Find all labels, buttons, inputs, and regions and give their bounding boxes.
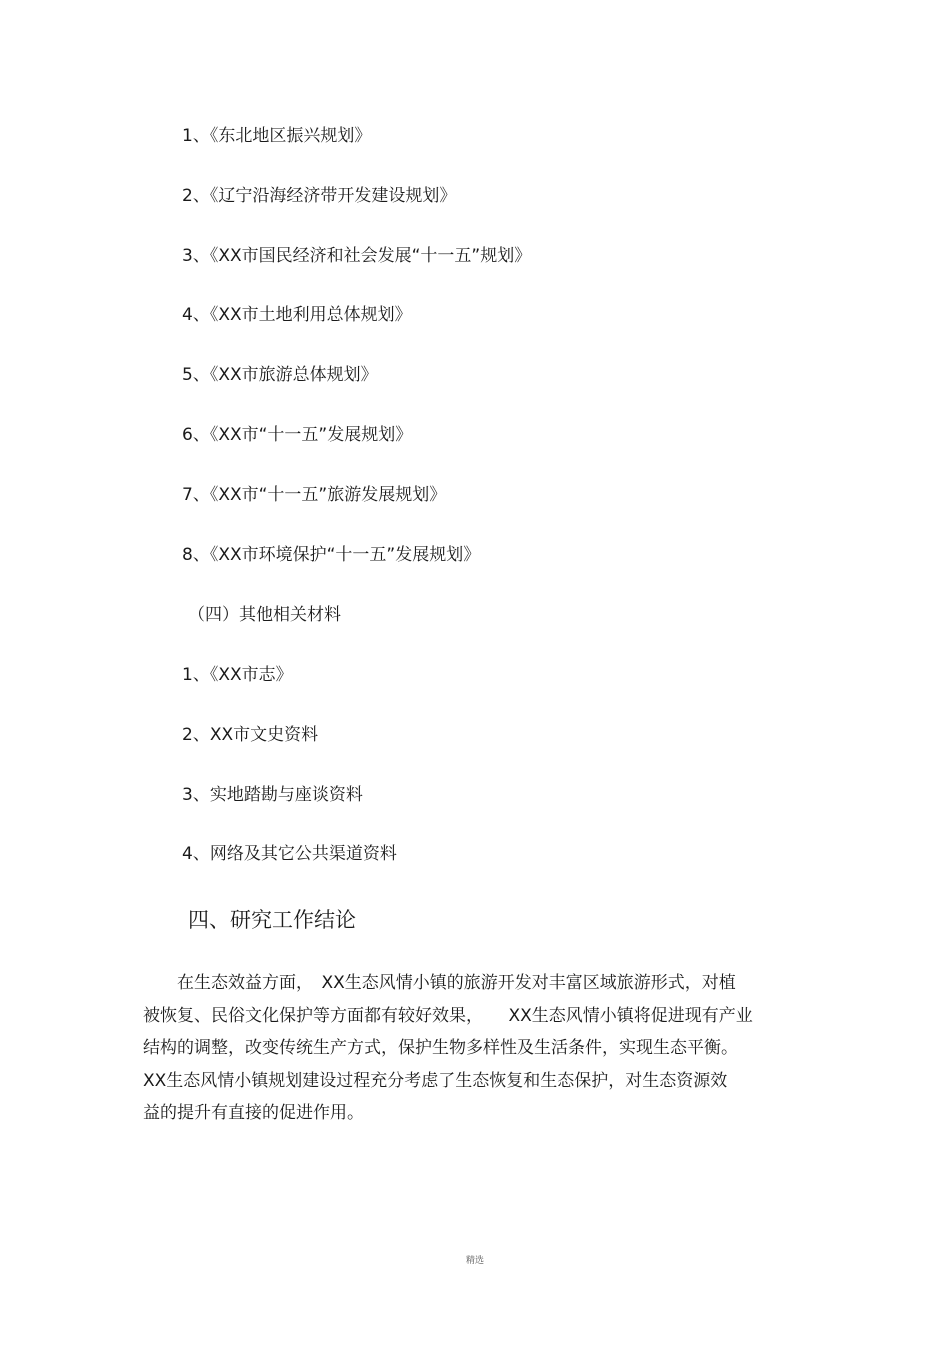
list-item: 8、《XX市环境保护“十一五”发展规划》 xyxy=(182,545,481,565)
list-item: 1、《东北地区振兴规划》 xyxy=(182,126,372,146)
list-item: 2、XX市文史资料 xyxy=(182,725,319,745)
subheading: （四）其他相关材料 xyxy=(188,605,341,625)
list-item: 3、实地踏勘与座谈资料 xyxy=(182,785,363,805)
list-item: 6、《XX市“十一五”发展规划》 xyxy=(182,425,413,445)
list-item: 1、《XX市志》 xyxy=(182,665,293,685)
paragraph-line: 益的提升有直接的促进作用。 xyxy=(143,1103,364,1124)
paragraph-line: 在生态效益方面， XX生态风情小镇的旅游开发对丰富区域旅游形式，对植 xyxy=(143,973,736,993)
paragraph-line: 结构的调整，改变传统生产方式，保护生物多样性及生活条件，实现生态平衡。 xyxy=(143,1038,738,1059)
list-item: 2、《辽宁沿海经济带开发建设规划》 xyxy=(182,186,457,206)
paragraph-line: 被恢复、民俗文化保护等方面都有较好效果， XX生态风情小镇将促进现有产业 xyxy=(143,1005,753,1026)
list-item: 4、网络及其它公共渠道资料 xyxy=(182,844,397,864)
paragraph-line: XX生态风情小镇规划建设过程充分考虑了生态恢复和生态保护，对生态资源效 xyxy=(143,1070,728,1091)
list-item: 7、《XX市“十一五”旅游发展规划》 xyxy=(182,485,447,505)
list-item: 3、《XX市国民经济和社会发展“十一五”规划》 xyxy=(182,246,532,266)
list-item: 4、《XX市土地利用总体规划》 xyxy=(182,305,412,325)
page-footer: 精选 xyxy=(465,1256,484,1266)
list-item: 5、《XX市旅游总体规划》 xyxy=(182,365,378,385)
section-title: 四、研究工作结论 xyxy=(188,908,356,932)
conclusion-paragraph xyxy=(143,972,803,1135)
